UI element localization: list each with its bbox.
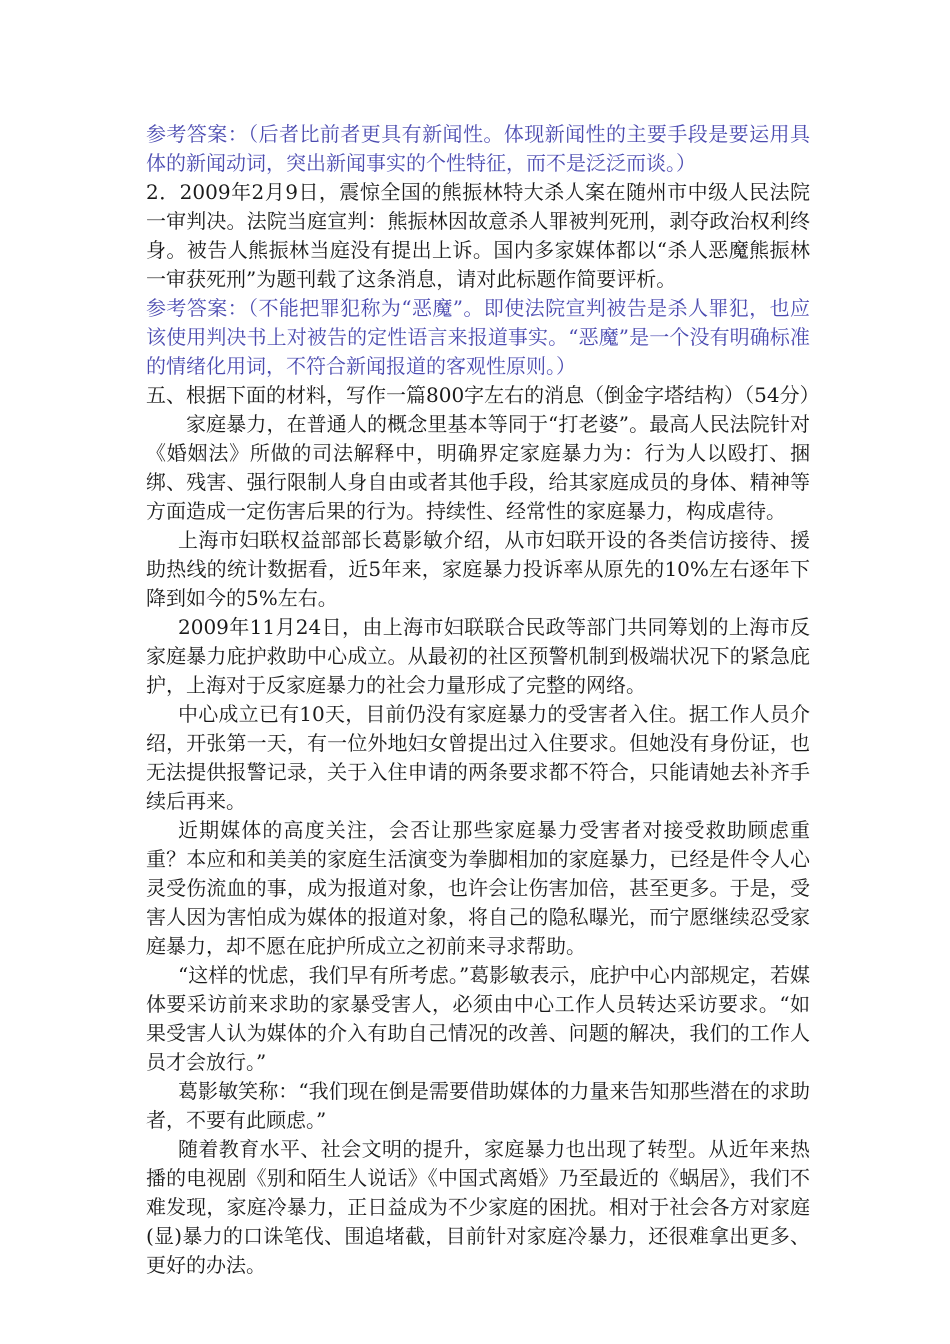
- material-paragraph-6: “这样的忧虑，我们早有所考虑。”葛影敏表示，庇护中心内部规定，若媒体要采访前来求助的家暴受害人，必须由中心工作人员转达采访要求。“如果受害人认为媒体的介入有助自己情况的改善、问题的解决，我们的工作人员才会放行。”: [146, 963, 810, 1074]
- material-paragraph-3: 2009年11月24日，由上海市妇联联合民政等部门共同筹划的上海市反家庭暴力庇护救助中心成立。从最初的社区预警机制到极端状况下的紧急庇护，上海对于反家庭暴力的社会力量形成了完整的网络。: [146, 615, 810, 697]
- document-body: [146, 120, 820, 1280]
- question-2: 2．2009年2月9日，震惊全国的熊振林特大杀人案在随州市中级人民法院一审判决。法院当庭宣判：熊振林因故意杀人罪被判死刑，剥夺政治权利终身。被告人熊振林当庭没有提出上诉。国内多家媒体都以“杀人恶魔熊振林一审获死刑”为题刊载了这条消息，请对此标题作简要评析。: [146, 180, 810, 291]
- section-5-heading: 五、根据下面的材料，写作一篇800字左右的消息（倒金字塔结构）（54分）: [146, 383, 820, 407]
- material-paragraph-8: 随着教育水平、社会文明的提升，家庭暴力也出现了转型。从近年来热播的电视剧《别和陌生人说话》《中国式离婚》乃至最近的《蜗居》，我们不难发现，家庭冷暴力，正日益成为不少家庭的困扰。相对于社会各方对家庭(显)暴力的口诛笔伐、围追堵截，目前针对家庭冷暴力，还很难拿出更多、更好的办法。: [146, 1137, 810, 1277]
- material-paragraph-7: 葛影敏笑称：“我们现在倒是需要借助媒体的力量来告知那些潜在的求助者，不要有此顾虑。”: [146, 1079, 810, 1132]
- material-paragraph-4: 中心成立已有10天，目前仍没有家庭暴力的受害者入住。据工作人员介绍，开张第一天，有一位外地妇女曾提出过入住要求。但她没有身份证，也无法提供报警记录，关于入住申请的两条要求都不符合，只能请她去补齐手续后再来。: [146, 702, 810, 813]
- material-paragraph-5: 近期媒体的高度关注，会否让那些家庭暴力受害者对接受救助顾虑重重？本应和和美美的家庭生活演变为拳脚相加的家庭暴力，已经是件令人心灵受伤流血的事，成为报道对象，也许会让伤害加倍，甚至更多。于是，受害人因为害怕成为媒体的报道对象，将自己的隐私曝光，而宁愿继续忍受家庭暴力，却不愿在庇护所成立之初前来寻求帮助。: [146, 818, 810, 958]
- material-paragraph-1: 家庭暴力，在普通人的概念里基本等同于“打老婆”。最高人民法院针对《婚姻法》所做的司法解释中，明确界定家庭暴力为：行为人以殴打、捆绑、残害、强行限制人身自由或者其他手段，给其家庭成员的身体、精神等方面造成一定伤害后果的行为。持续性、经常性的家庭暴力，构成虐待。: [146, 412, 810, 523]
- material-paragraph-2: 上海市妇联权益部部长葛影敏介绍，从市妇联开设的各类信访接待、援助热线的统计数据看，近5年来，家庭暴力投诉率从原先的10%左右逐年下降到如今的5%左右。: [146, 528, 810, 610]
- reference-answer-1: 参考答案：（后者比前者更具有新闻性。体现新闻性的主要手段是要运用具体的新闻动词，突出新闻事实的个性特征，而不是泛泛而谈。）: [146, 122, 810, 175]
- reference-answer-2: 参考答案：（不能把罪犯称为“恶魔”。即使法院宣判被告是杀人罪犯，也应该使用判决书上对被告的定性语言来报道事实。“恶魔”是一个没有明确标准的情绪化用词，不符合新闻报道的客观性原则。）: [146, 296, 810, 378]
